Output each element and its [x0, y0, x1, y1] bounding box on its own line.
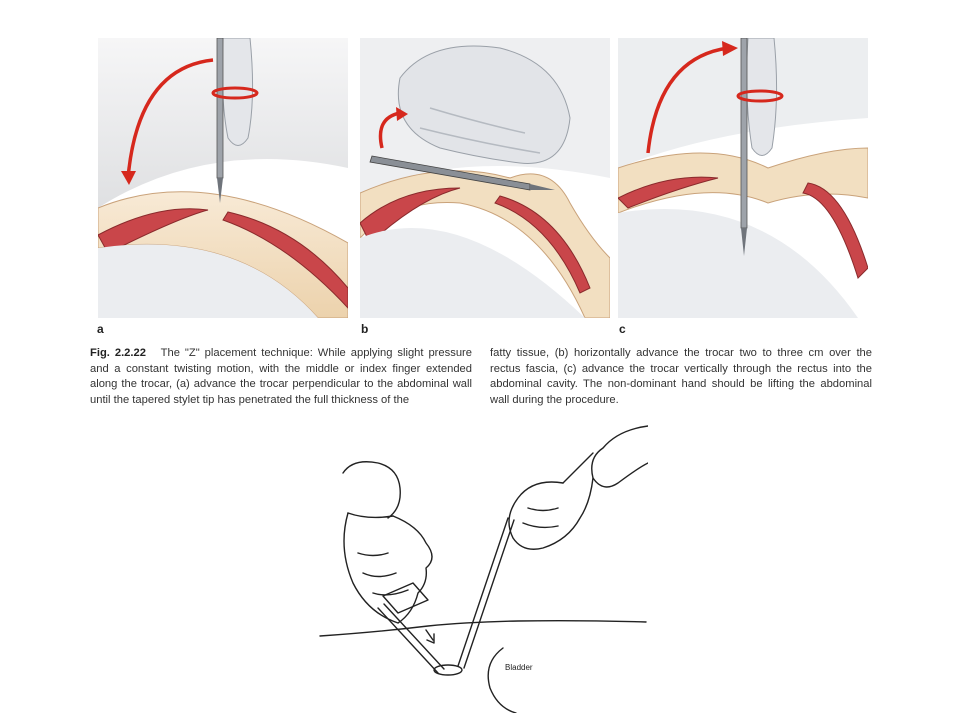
syringe: [383, 583, 428, 613]
trocar-line-drawing: [318, 408, 648, 713]
finger: [747, 38, 777, 156]
panel-label-a: a: [97, 322, 104, 336]
bladder-outline: [488, 648, 516, 713]
trocar-rod: [458, 518, 514, 668]
glove-cuff: [348, 513, 393, 517]
finger: [222, 38, 252, 146]
panel-label-c: c: [619, 322, 626, 336]
caption-left-column: [90, 346, 472, 408]
trocar: [217, 38, 223, 178]
left-hand: [344, 513, 432, 623]
panel-c-svg: [618, 38, 868, 318]
trocar: [741, 38, 747, 228]
bladder-label: Bladder: [505, 663, 533, 672]
left-wrist: [343, 462, 400, 518]
caption-left-text: The "Z" placement technique: While applying slight pressure and a constant twisting motion, with the middle or index finger extended along the trocar, (a) advance the trocar perpendicular to the abdominal wall until the tapered stylet tip has penetrated the full thickness of the: [90, 347, 472, 406]
panel-b-svg: [360, 38, 610, 318]
insertion-site: [434, 665, 462, 675]
figure-number: Fig. 2.2.22: [90, 347, 146, 359]
glove-cuff: [563, 453, 593, 483]
finger-lines: [523, 508, 558, 527]
panel-c-illustration: [618, 38, 868, 318]
figure-caption: [90, 346, 872, 412]
caption-right-text: fatty tissue, (b) horizontally advance the trocar two to three cm over the rectus fascia, (c) advance the trocar vertically through the rectus into the abdominal cavity. The non-dominant hand should be lifting the abdominal wall during the procedure.: [490, 347, 872, 406]
panel-b-illustration: [360, 38, 610, 318]
panel-a-svg: [98, 38, 348, 318]
right-hand: [509, 478, 593, 549]
skin-line: [320, 621, 646, 636]
caption-right-column: [490, 346, 872, 408]
direction-arrow: [426, 630, 433, 640]
panel-label-b: b: [361, 322, 369, 336]
right-wrist: [592, 426, 648, 487]
panel-a-illustration: [98, 38, 348, 318]
line-drawing-svg: [318, 408, 648, 713]
